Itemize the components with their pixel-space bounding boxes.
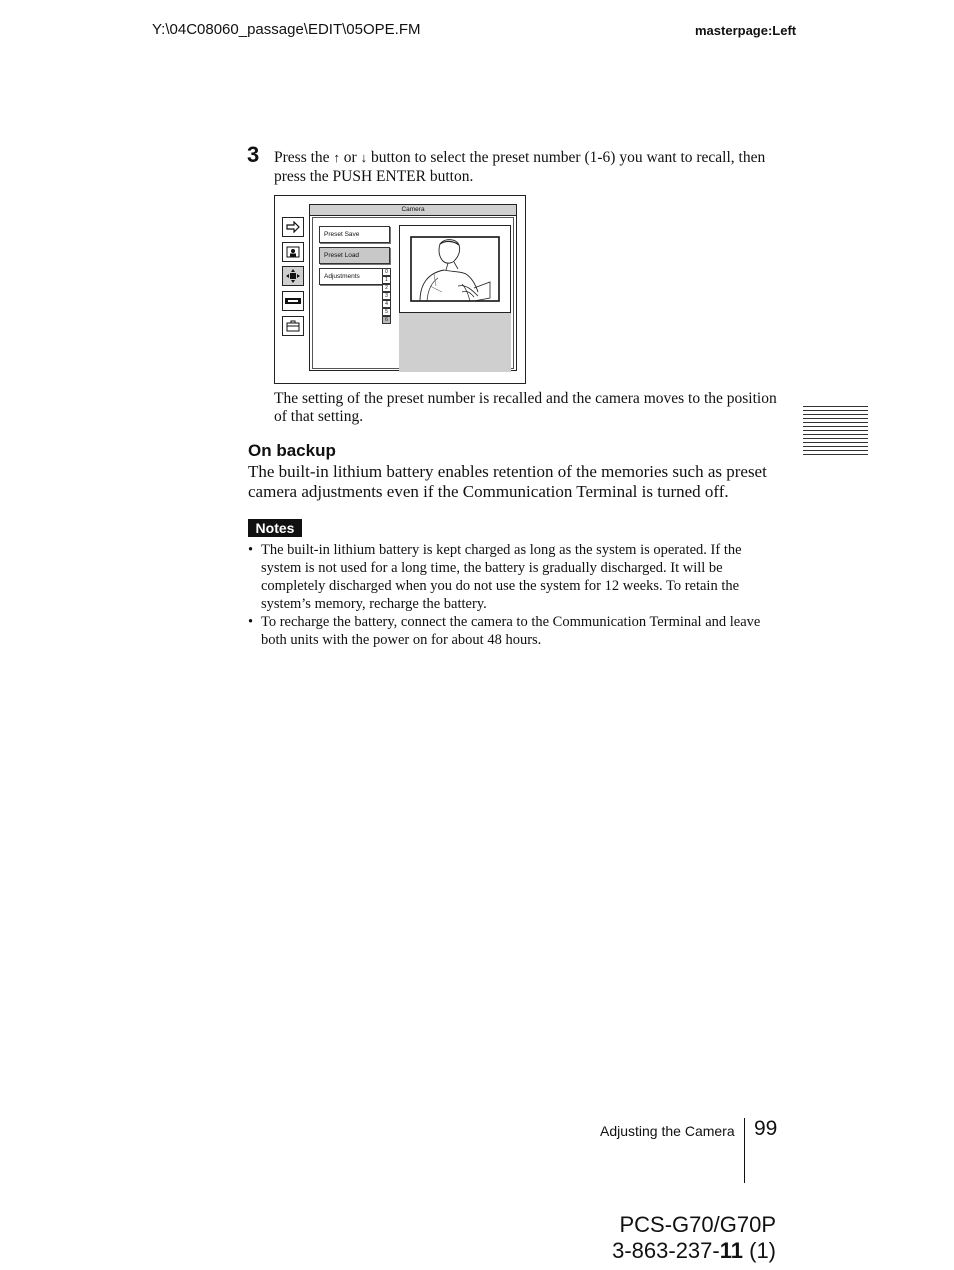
footer-divider xyxy=(744,1118,745,1183)
header-file-path: Y:\04C08060_passage\EDIT\05OPE.FM xyxy=(152,21,421,38)
recall-result-text: The setting of the preset number is recalled and the camera moves to the position of that setting. xyxy=(274,390,777,425)
camera-pan-tilt-icon xyxy=(282,266,304,286)
preset-number-item[interactable]: 5 xyxy=(382,308,391,316)
camera-window xyxy=(309,204,517,371)
footer-section-title: Adjusting the Camera xyxy=(600,1123,735,1139)
notes-badge: Notes xyxy=(248,519,302,537)
person-icon xyxy=(282,242,304,262)
preset-load-button[interactable]: Preset Load xyxy=(319,247,390,264)
backup-paragraph: The built-in lithium battery enables retention of the memories such as preset camera adjustments even if the Communication Terminal is turned off. xyxy=(248,462,767,501)
down-arrow-icon: ↓ xyxy=(360,150,368,165)
preview-gray-panel xyxy=(399,313,511,372)
person-at-desk-illustration xyxy=(400,226,510,312)
document-code xyxy=(600,1238,776,1264)
step-number: 3 xyxy=(247,142,260,167)
notes-list xyxy=(248,541,778,649)
preset-number-item[interactable]: 1 xyxy=(382,276,391,284)
model-name: PCS-G70/G70P xyxy=(619,1212,776,1237)
up-arrow-icon: ↑ xyxy=(333,150,340,165)
backup-heading: On backup xyxy=(248,441,336,460)
step-text-after: button to select the preset number (1-6) you want to recall, then press the PUSH ENTER button. xyxy=(274,149,766,185)
list-item: • To recharge the battery, connect the camera to the Communication Terminal and leave both units with the power on for about 48 hours. xyxy=(248,613,778,649)
code-suffix: (1) xyxy=(743,1238,776,1263)
toolbox-icon xyxy=(282,316,304,336)
window-content xyxy=(312,217,514,369)
preset-number-item[interactable]: 2 xyxy=(382,284,391,292)
section-tab-marker xyxy=(803,406,868,458)
return-icon xyxy=(282,217,304,237)
preset-number-list xyxy=(382,268,391,324)
header-masterpage: masterpage:Left xyxy=(695,23,797,38)
adjustments-button[interactable]: Adjustments xyxy=(319,268,390,285)
page-number: 99 xyxy=(754,1117,778,1140)
step-text-or: or xyxy=(339,149,361,166)
window-title: Camera xyxy=(310,205,516,216)
step-instruction xyxy=(274,148,784,186)
camera-preview xyxy=(399,225,511,313)
code-revision: 11 xyxy=(719,1238,743,1263)
step-text-before: Press the xyxy=(274,149,334,166)
preset-number-item[interactable]: 3 xyxy=(382,292,391,300)
preset-number-item[interactable]: 0 xyxy=(382,268,391,276)
preset-number-item[interactable]: 4 xyxy=(382,300,391,308)
list-item: • The built-in lithium battery is kept charged as long as the system is operated. If the system is not used for a long time, the battery is gradually discharged. It will be completely discharged when you do not use the system for 12 weeks. To retain the system’s memory, recharge the battery. xyxy=(248,541,778,613)
preset-number-item-selected[interactable]: 6 xyxy=(382,316,391,324)
model-code-block xyxy=(600,1212,776,1264)
code-prefix: 3-863-237- xyxy=(612,1238,720,1263)
preset-save-button[interactable]: Preset Save xyxy=(319,226,390,243)
camera-screen-figure xyxy=(274,195,526,384)
terminal-icon xyxy=(282,291,304,311)
